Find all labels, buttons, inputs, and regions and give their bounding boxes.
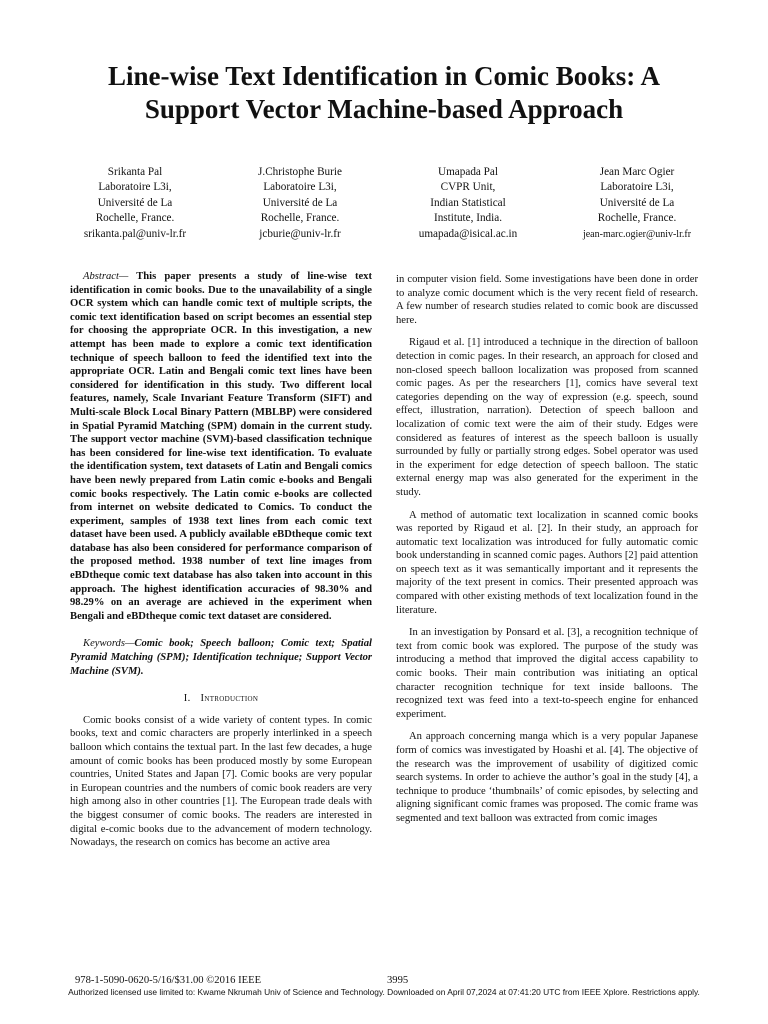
author-affiliation-line: Indian Statistical [430,196,506,209]
abstract-lead: Abstract— [83,271,129,282]
author-name: Jean Marc Ogier [599,166,675,178]
abstract [70,270,372,623]
author-affiliation-line: CVPR Unit, [440,181,496,194]
paper-title: Line-wise Text Identification in Comic Books: A Support Vector Machine-based Approach [107,61,661,124]
footer-isbn: 978-1-5090-0620-5/16/$31.00 ©2016 IEEE [75,975,262,986]
body-paragraph: in computer vision field. Some investigations have been done in order to analyze comic document which is the very recent field of research. A few number of research studies related to comic book are discussed here. [396,274,698,326]
page-footer [75,975,409,986]
author-block [0,165,768,245]
author-email: jean-marc.ogier@univ-lr.fr [582,228,692,240]
author-name: J.Christophe Burie [258,166,342,178]
author-affiliation-line: Rochelle, France. [95,212,175,225]
author-affiliation-line: Laboratoire L3i, [263,181,337,194]
author-affiliation-line: Rochelle, France. [260,212,340,225]
section-title: Introduction [200,693,259,705]
section-number: I. [183,693,191,705]
author-3 [393,165,543,242]
left-column [70,270,372,859]
keywords [70,637,372,678]
intro-paragraph: Comic books consist of a wide variety of content types. In comic books, text and comic characters are properly interlinked in a speech balloon which contains the textual part. In the last few decades, a huge amount of comic books has been produced mostly by some European countries, United States and Japan [7]. Comic books are very popular in European countries and the numbers of comic book readers are very high among also in other countries [1]. The European trade deals with the biggest consumer of comic books. The readers are interested in digital e-comic books due to the advancement of modern technology. Nowadays, the research on comics has become an active area [70,714,372,849]
body-paragraph: Rigaud et al. [1] introduced a technique in the direction of balloon detection in comic pages. In their research, an approach for closed and non-closed speech balloon localization was proposed from scanned comic pages. As per the researchers [1], comics have several text categories depending on the way of expression (e.g. speech, sound effect, illustration, narration). Detection of speech balloon and localization of comic text were the aim of their study. Edges were considered as features of interest as the speech balloon is usually surrounded by fully or partially strong edges. Sobel operator was used in the experiment for edge detection of speech balloon. The static external energy map was also generated for the experiment in the study. [396,337,698,498]
author-affiliation-line: Institute, India. [433,212,503,225]
author-affiliation-line: Laboratoire L3i, [600,181,674,194]
author-affiliation-line: Université de La [599,196,675,209]
author-affiliation-line: Rochelle, France. [597,212,677,225]
author-2 [225,165,375,242]
license-notice: Authorized licensed use limited to: Kwame Nkrumah Univ of Science and Technology. Downloaded on April 07,2024 at 07:41:20 UTC from IEEE Xplore. Restrictions apply. [68,987,700,997]
author-email: jcburie@univ-lr.fr [259,227,341,240]
author-1 [60,165,210,242]
author-affiliation-line: Université de La [262,196,338,209]
keywords-body: Comic book; Speech balloon; Comic text; Spatial Pyramid Matching (SPM); Identification technique; Support Vector Machine (SVM). [70,638,372,677]
keywords-lead: Keywords— [83,638,135,650]
body-paragraph: An approach concerning manga which is a very popular Japanese form of comics was investigated by Hoashi et al. [4]. The objective of the research was the improvement of usability of digitized comic search systems. In order to achieve the author’s goal in the study [4], a technique to produce ‘thumbnails’ of comic episodes, by selecting and aligning significant comic frames was proposed. The comic frame was segmented and text balloon was extracted from comic images [396,731,698,824]
section-heading [70,692,372,706]
right-column [396,273,698,835]
author-email: umapada@isical.ac.in [418,227,518,240]
author-affiliation-line: Université de La [97,196,173,209]
body-paragraph: A method of automatic text localization in scanned comic books was reported by Rigaud et al. [2]. In their study, an approach for automatic text localization was introduced for fully automatic comic book understanding in scanned comic pages. Authors [2] paid attention on speech text as it was semantically important and it represents the majority of the text present in comics. Their presented approach was compared with other existing methods of text localization found in the literature. [396,509,698,616]
abstract-body: This paper presents a study of line-wise text identification in comic books. Due to the unavailability of a single OCR system which can handle comic text of multiple scripts, the comic text identification based on script becomes an essential step for choosing the appropriate OCR. In this investigation, a new attempt has been made to explore a comic text identification technique of speech balloon to feed the identified text into the appropriate OCR. Latin and Bengali comic text lines have been considered for identification in this study. Two different local features, namely, Scale Invariant Feature Transform (SIFT) and Multi-scale Block Local Binary Pattern (MBLBP) were considered in Spatial Pyramid Matching (SPM) domain in the current study. The support vector machine (SVM)-based classification technique has been considered for line-wise text identification. To evaluate the identification system, text datasets of Latin and Bengali comics have been newly prepared from Latin comic e-books and Bengali comic books respectively. The Latin comic e-books are collected from internet on website dedicated to Comics. To conduct the experiment, samples of 1938 text lines from each comic text dataset have been used. A publicly available eBDtheque comic text database has also been considered for performance comparison of the proposed method. 1938 number of text line images from eBDtheque comic text database has also taken into account in this approach. The highest identification accuracies of 98.30% and 98.29% on an average are achieved in the experiment when Bengali and eBDtheque comic text dataset are considered. [70,271,372,622]
author-4 [562,165,712,242]
author-name: Umapada Pal [438,166,498,178]
page-number: 3995 [387,975,409,986]
author-name: Srikanta Pal [107,166,163,178]
author-email: srikanta.pal@univ-lr.fr [83,227,187,240]
author-affiliation-line: Laboratoire L3i, [98,181,172,194]
body-paragraph: In an investigation by Ponsard et al. [3], a recognition technique of text from comic book was explored. The purpose of the study was introducing a method that improved the digital access capability to comic books. Their main contribution was initiating an optical character recognition technique for text inside balloons. The recognized text was feed into a text-to-speech engine for enhanced experiment. [396,627,698,720]
